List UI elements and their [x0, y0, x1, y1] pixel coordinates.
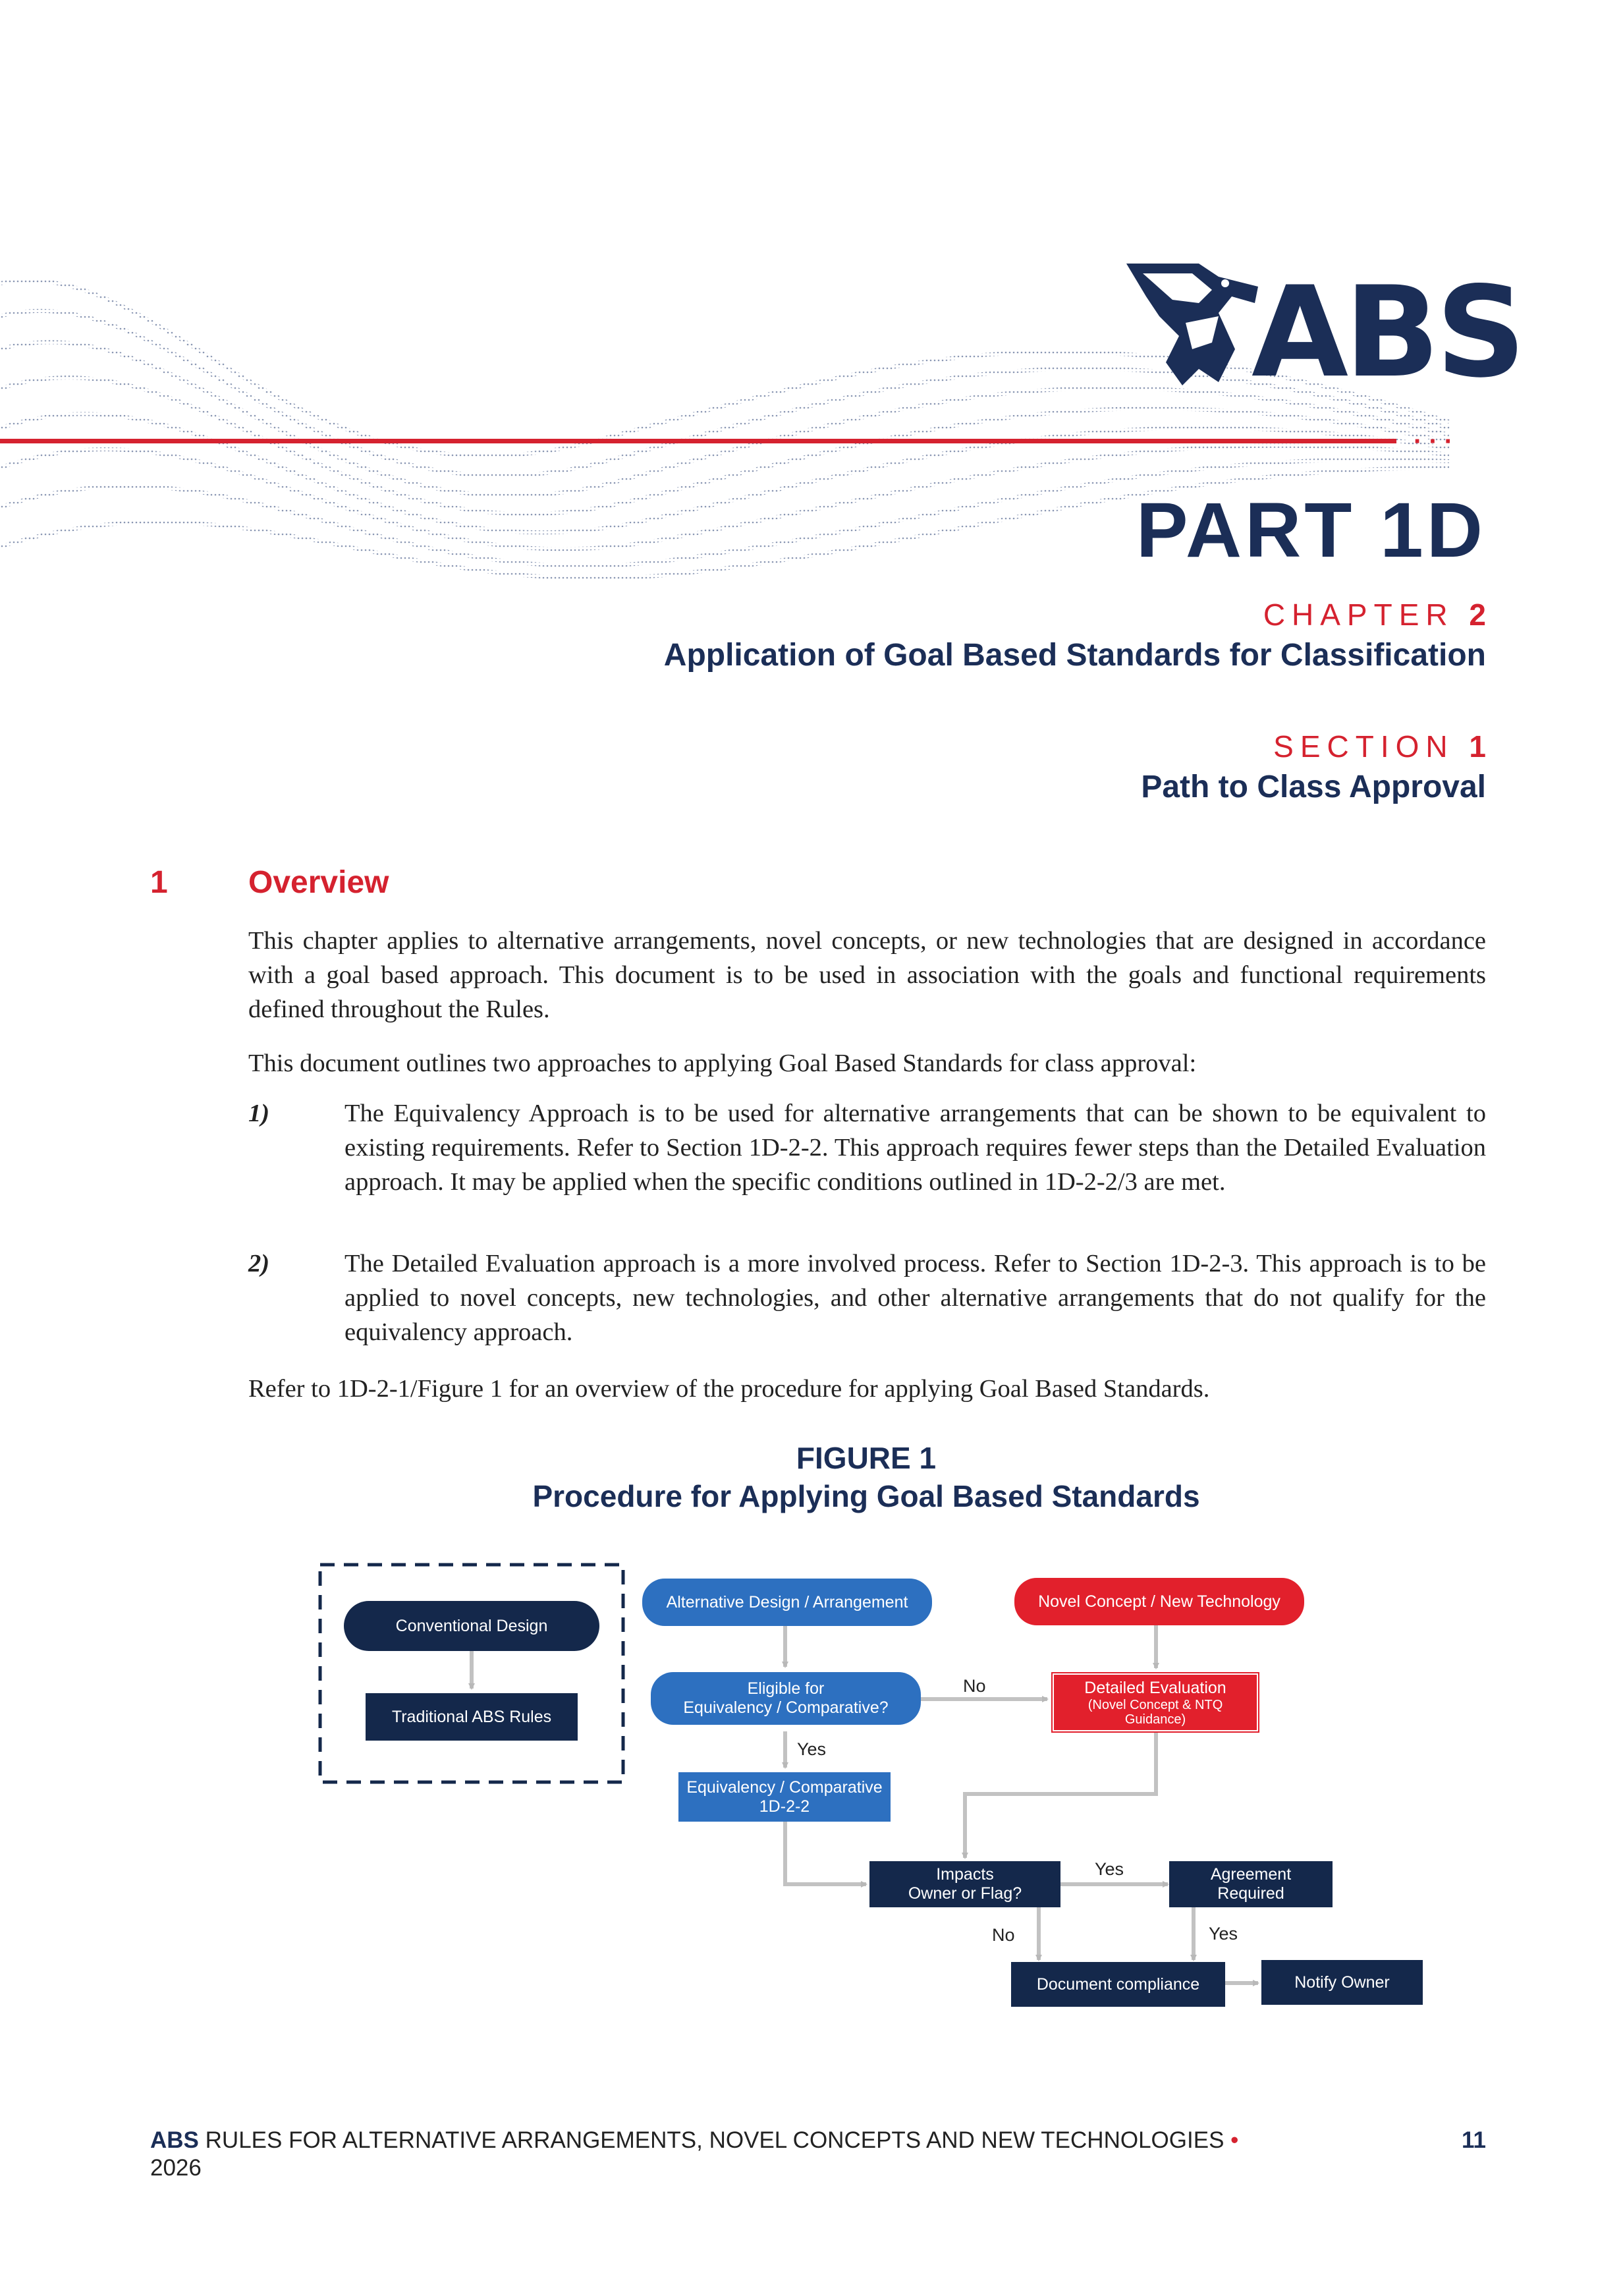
chapter-number: 2 [1469, 598, 1486, 632]
logo-text: ABS [1252, 260, 1522, 405]
section-label-text: SECTION [1273, 729, 1454, 764]
eligible-decision-node [651, 1672, 921, 1725]
list-item-1: The Equivalency Approach is to be used for alternative arrangements that can be shown to be equivalent to existing requirements. Refer to Section 1D-2-2. This approach requires fewer steps than the Detailed Evaluation approach. It may be applied when the specific conditions outlined in 1D-2-2/3 are met. [344, 1100, 1486, 1196]
novel-concept-node: Novel Concept / New Technology [1014, 1578, 1304, 1625]
section-label [1273, 728, 1486, 765]
equivalency-line-2: 1D-2-2 [759, 1797, 810, 1816]
header-red-rule [0, 439, 1396, 443]
chapter-label-text: CHAPTER [1263, 598, 1454, 632]
flow-label-yes-eligible: Yes [797, 1739, 827, 1759]
detailed-line-2: (Novel Concept & NTQ [1087, 1697, 1223, 1712]
equivalency-line-1: Equivalency / Comparative [686, 1778, 883, 1797]
list-number-2: 2) [248, 1250, 270, 1277]
eligible-line-1: Eligible for [747, 1679, 825, 1698]
footer-brand: ABS [150, 2127, 199, 2153]
figure-title: Procedure for Applying Goal Based Standards [532, 1479, 1200, 1513]
flow-label-no-eligible: No [963, 1676, 986, 1696]
part-title: PART 1D [1136, 487, 1486, 574]
flow-label-yes-agreement: Yes [1209, 1924, 1238, 1944]
agreement-required-node [1169, 1861, 1333, 1907]
eligible-line-2: Equivalency / Comparative? [683, 1698, 889, 1717]
list-item-2: The Detailed Evaluation approach is a more involved process. Refer to Section 1D-2-3. This approach is to be applied to novel concepts, new technologies, and other alternative arrangements that do not qualify for the equivalency approach. [344, 1250, 1486, 1346]
page-footer [150, 2127, 1336, 2182]
flow-label-yes-impacts: Yes [1095, 1859, 1124, 1879]
detailed-line-3: Guidance) [1124, 1712, 1186, 1727]
footer-bullet: • [1230, 2127, 1239, 2153]
abs-logo [1120, 250, 1522, 405]
chapter-label [1263, 596, 1486, 633]
eagle-icon [1120, 250, 1271, 395]
section-number: 1 [1469, 729, 1486, 764]
section-title: Path to Class Approval [1141, 770, 1486, 804]
document-compliance-node: Document compliance [1011, 1962, 1225, 2007]
flow-label-no-impacts: No [992, 1925, 1015, 1945]
alternative-design-node: Alternative Design / Arrangement [642, 1579, 932, 1626]
chapter-title: Application of Goal Based Standards for Classification [663, 638, 1486, 673]
impacts-line-2: Owner or Flag? [908, 1884, 1022, 1903]
procedure-flowchart [310, 1555, 1456, 2016]
body-paragraph-2: This document outlines two approaches to applying Goal Based Standards for class approval: [248, 1050, 1197, 1077]
subsection-title: Overview [248, 865, 389, 900]
body-paragraph-1: This chapter applies to alternative arrangements, novel concepts, or new technologies that are designed in accordance with a goal based approach. This document is to be used in association with the goals and functional requirements defined throughout the Rules. [248, 927, 1486, 1023]
header-red-dots: ··· [1414, 427, 1460, 456]
footer-year: 2026 [150, 2155, 202, 2181]
footer-title: RULES FOR ALTERNATIVE ARRANGEMENTS, NOVEL CONCEPTS AND NEW TECHNOLOGIES [205, 2127, 1224, 2153]
page-number: 11 [1462, 2127, 1486, 2153]
equivalency-node [678, 1772, 891, 1822]
subsection-number: 1 [150, 865, 168, 900]
agreement-line-1: Agreement [1210, 1865, 1292, 1884]
figure-label: FIGURE 1 [796, 1441, 937, 1475]
body-paragraph-3: Refer to 1D-2-1/Figure 1 for an overview of the procedure for applying Goal Based Standards. [248, 1375, 1210, 1403]
list-number-1: 1) [248, 1100, 270, 1127]
detailed-line-1: Detailed Evaluation [1084, 1678, 1226, 1697]
impacts-decision-node [869, 1861, 1060, 1907]
traditional-abs-rules-node: Traditional ABS Rules [366, 1693, 578, 1741]
impacts-line-1: Impacts [936, 1865, 994, 1884]
agreement-line-2: Required [1217, 1884, 1284, 1903]
notify-owner-node: Notify Owner [1261, 1960, 1423, 2005]
detailed-evaluation-node [1053, 1673, 1258, 1731]
conventional-design-node: Conventional Design [344, 1601, 599, 1651]
